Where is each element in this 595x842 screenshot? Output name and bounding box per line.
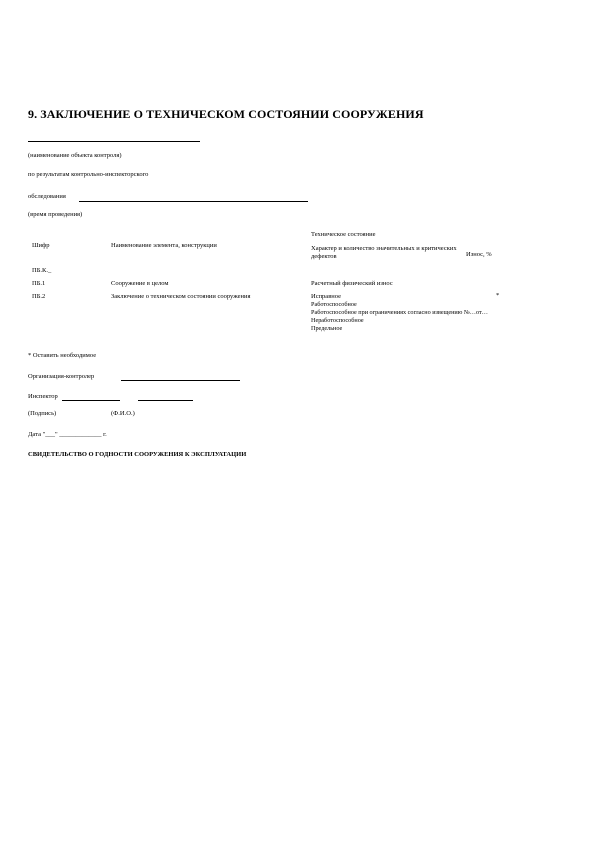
row-code: ПБ.К._ (32, 267, 52, 274)
inspection-line (79, 201, 308, 202)
row-state: Расчетный физический износ (311, 280, 393, 287)
row-name: Сооружение в целом (111, 280, 169, 287)
row-name: Заключение о техническом состоянии сооружения (111, 293, 251, 300)
signature-line (62, 400, 120, 401)
state-option: Работоспособное (311, 301, 357, 308)
sign-caption: (Подпись) (28, 410, 57, 417)
org-line (121, 380, 240, 381)
row-code: ПБ.2 (32, 293, 46, 300)
col-name-header: Наименование элемента, конструкции (111, 242, 217, 249)
org-label: Организация-контролер (28, 373, 95, 380)
certificate-title: СВИДЕТЕЛЬСТВО О ГОДНОСТИ СООРУЖЕНИЯ К ЭКСПЛУАТАЦИИ (28, 451, 247, 458)
col-code-header: Шифр (32, 242, 50, 249)
col-defects-header: Характер и количество значительных и критических дефектов (311, 245, 457, 260)
object-caption: (наименование объекта контроля) (28, 152, 122, 159)
state-option: Предельное (311, 325, 343, 332)
fio-caption: (Ф.И.О.) (111, 410, 135, 417)
inspector-label: Инспектор (28, 393, 58, 400)
state-option: Неработоспособное (311, 317, 364, 324)
row-state: Исправное (311, 293, 341, 300)
date-line: Дата "___" _____________ г. (28, 431, 107, 438)
row-code: ПБ.1 (32, 280, 46, 287)
footnote-star: * (496, 292, 500, 299)
by-results-text: по результатам контрольно-инспекторского (28, 171, 149, 178)
inspection-label: обследования (28, 193, 66, 200)
header-tech-state: Техническое состояние (311, 231, 376, 238)
date-caption: (время проведения) (28, 211, 83, 218)
fio-line (138, 400, 193, 401)
footnote: * Оставить необходимое (28, 352, 97, 359)
page-title: 9. ЗАКЛЮЧЕНИЕ О ТЕХНИЧЕСКОМ СОСТОЯНИИ СООРУЖЕНИЯ (28, 107, 424, 121)
col-wear-header: Износ, % (466, 251, 492, 258)
object-name-line (28, 141, 200, 142)
state-option: Работоспособное при ограничениях согласно извещению №…от… (311, 309, 488, 316)
